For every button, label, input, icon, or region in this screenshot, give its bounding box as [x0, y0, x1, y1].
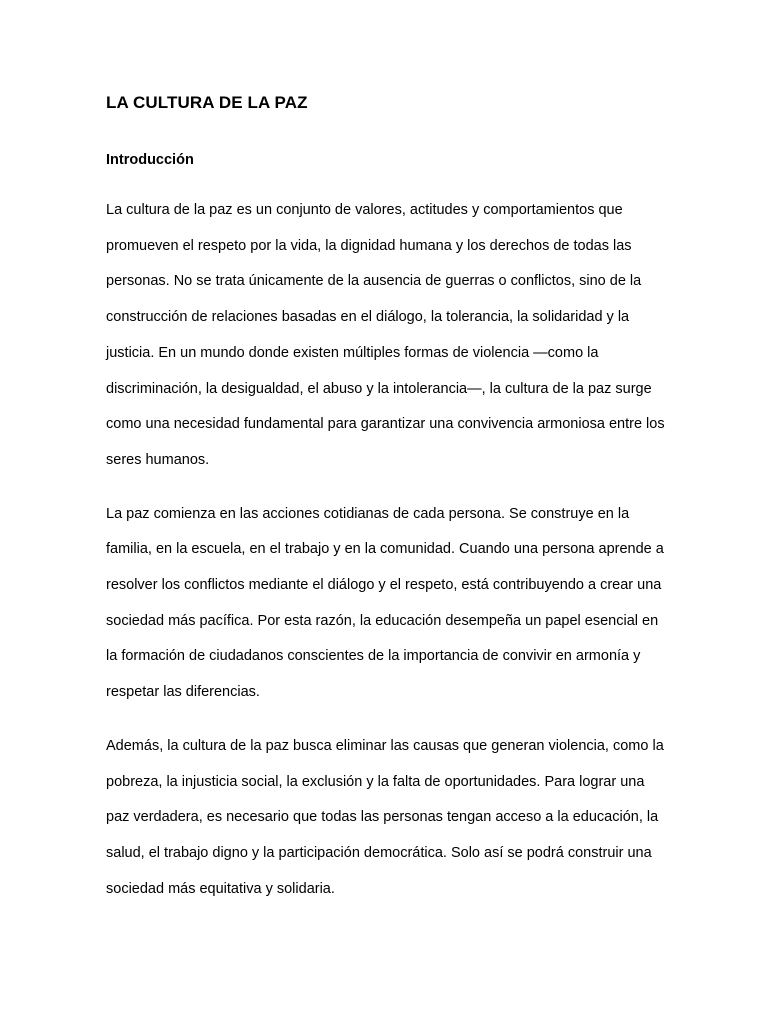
- body-paragraph: La paz comienza en las acciones cotidianas de cada persona. Se construye en la familia, en la escuela, en el trabajo y en la comunidad. Cuando una persona aprende a resolver los conflictos mediante el diálogo y el respeto, está contribuyendo a crear una sociedad más pacífica. Por esta razón, la educación desempeña un papel esencial en la formación de ciudadanos conscientes de la importancia de convivir en armonía y respetar las diferencias.: [106, 505, 664, 701]
- section-heading: Introducción: [106, 152, 194, 168]
- body-paragraph: Además, la cultura de la paz busca eliminar las causas que generan violencia, como la pobreza, la injusticia social, la exclusión y la falta de oportunidades. Para lograr una paz verdadera, es necesario que todas las personas tengan acceso a la educación, la salud, el trabajo digno y la participación democrática. Solo así se podrá construir una sociedad más equitativa y solidaria.: [106, 737, 664, 897]
- document-title: LA CULTURA DE LA PAZ: [106, 93, 308, 112]
- body-paragraph: La cultura de la paz es un conjunto de valores, actitudes y comportamientos que promueven el respeto por la vida, la dignidad humana y los derechos de todas las personas. No se trata únicamente de la ausencia de guerras o conflictos, sino de la construcción de relaciones basadas en el diálogo, la tolerancia, la solidaridad y la justicia. En un mundo donde existen múltiples formas de violencia —como la discriminación, la desigualdad, el abuso y la intolerancia—, la cultura de la paz surge como una necesidad fundamental para garantizar una convivencia armoniosa entre los seres humanos.: [106, 202, 665, 468]
- document-page: [106, 90, 666, 907]
